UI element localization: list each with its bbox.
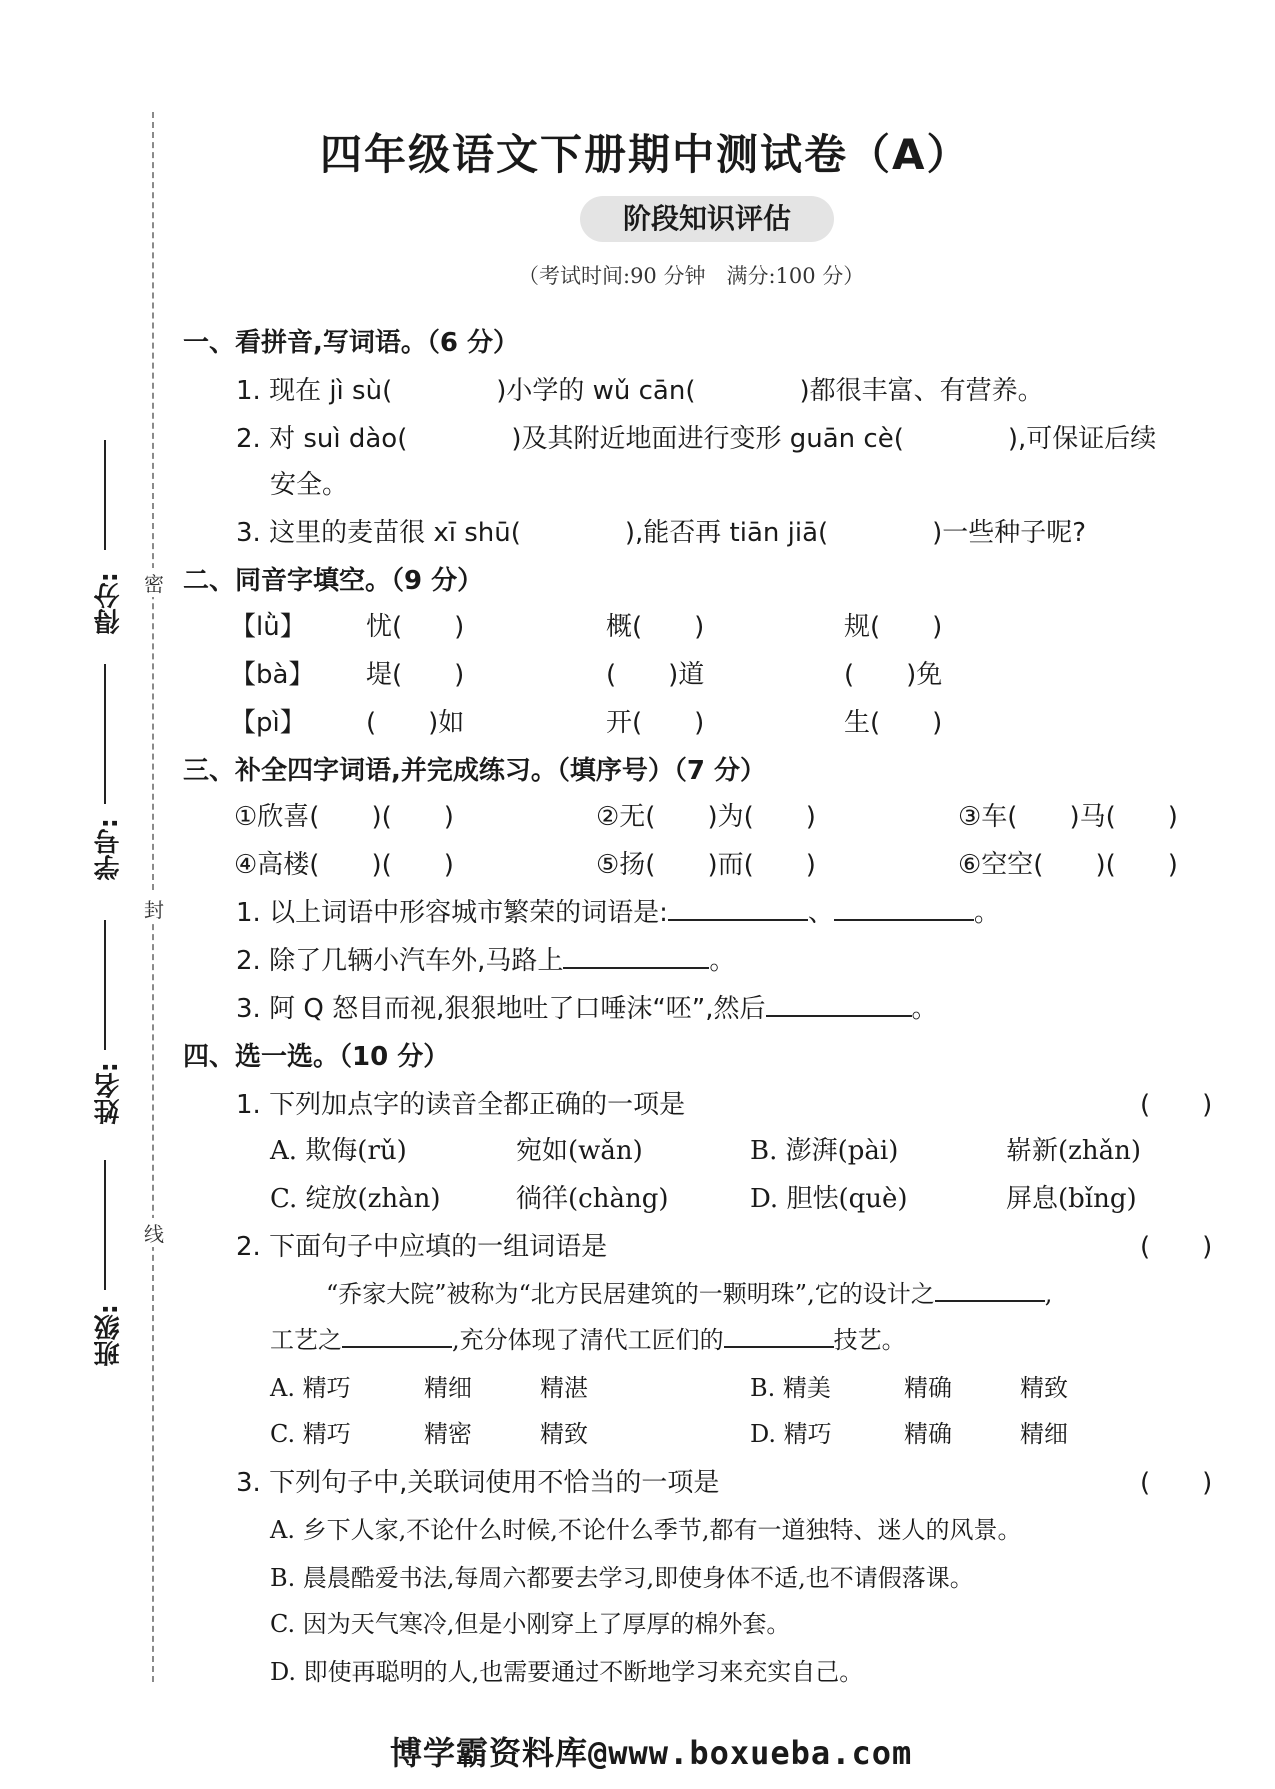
seal-char-feng: 封 — [144, 894, 164, 923]
s2-blank: 忧( ) — [366, 612, 465, 642]
s3-idiom-6: ⑥空空( )( ) — [958, 850, 1178, 880]
footer-watermark: 博学霸资料库@www.boxueba.com — [390, 1734, 913, 1772]
s2-blank: ( )免 — [844, 660, 943, 690]
s4-q3-option-b: B. 晨晨酷爱书法,每周六都要去学习,即使身体不适,也不请假落课。 — [270, 1564, 974, 1592]
class-label: 班级: — [94, 1304, 124, 1367]
s3-q2-end: 。 — [709, 946, 736, 976]
s4-q2-passage-line-2 — [270, 1320, 906, 1355]
s1-question-2-cont: 安全。 — [270, 470, 349, 500]
s3-q1-sep: 、 — [807, 898, 834, 928]
s3-idiom-2: ②无( )为( ) — [596, 802, 816, 832]
section-4-heading: 四、选一选。（10 分） — [183, 1042, 450, 1072]
s2-pinyin-3: 【pì】 — [230, 708, 306, 738]
s2-pinyin-2: 【bà】 — [230, 660, 315, 690]
score-label: 得分: — [94, 572, 124, 635]
s4-q2-option-b3: 精致 — [1020, 1374, 1068, 1402]
s4-q2-passage-b2: ,充分体现了清代工匠们的 — [452, 1326, 724, 1354]
s2-blank: 规( ) — [844, 612, 943, 642]
s2-pinyin-1: 【lǜ】 — [230, 612, 306, 642]
s4-q2-option-b: B. 精美 — [750, 1374, 831, 1402]
answer-blank[interactable] — [342, 1320, 452, 1348]
answer-blank[interactable] — [563, 941, 709, 969]
s4-q2-option-a3: 精湛 — [540, 1374, 588, 1402]
s4-q1-option-b1: B. 澎湃(pài) — [750, 1136, 899, 1166]
s2-blank: ( )如 — [366, 708, 465, 738]
s4-q2-option-c2: 精密 — [424, 1420, 472, 1448]
answer-blank[interactable] — [935, 1274, 1045, 1302]
subtitle-badge: 阶段知识评估 — [580, 196, 834, 242]
s4-q3-answer-paren[interactable]: ( ) — [1140, 1468, 1213, 1498]
s4-question-2: 2. 下面句子中应填的一组词语是 — [236, 1232, 608, 1262]
s3-question-2 — [236, 940, 735, 977]
s4-q2-passage-line-1 — [326, 1274, 1052, 1309]
id-line — [104, 664, 106, 804]
s4-q2-option-c3: 精致 — [540, 1420, 588, 1448]
s1-question-2: 2. 对 suì dào( )及其附近地面进行变形 guān cè( ),可保证后续 — [236, 424, 1157, 454]
s2-blank: 概( ) — [606, 612, 705, 642]
section-1-heading: 一、看拼音,写词语。（6 分） — [183, 328, 520, 358]
s3-idiom-4: ④高楼( )( ) — [234, 850, 454, 880]
s3-q1-text: 1. 以上词语中形容城市繁荣的词语是: — [236, 898, 668, 928]
seal-char-mi: 密 — [144, 568, 164, 597]
s4-q2-option-d: D. 精巧 — [750, 1420, 832, 1448]
answer-blank[interactable] — [834, 893, 974, 921]
s1-question-3: 3. 这里的麦苗很 xī shū( ),能否再 tiān jiā( )一些种子呢? — [236, 518, 1087, 548]
seal-char-xian: 线 — [144, 1218, 164, 1247]
answer-blank[interactable] — [724, 1320, 834, 1348]
s4-q1-option-d2: 屏息(bǐng) — [1006, 1184, 1137, 1214]
s3-q3-text: 3. 阿 Q 怒目而视,狠狠地吐了口唾沫“呸”,然后 — [236, 994, 766, 1024]
s4-q3-option-d: D. 即使再聪明的人,也需要通过不断地学习来充实自己。 — [270, 1658, 864, 1686]
s4-q2-option-a: A. 精巧 — [270, 1374, 351, 1402]
s4-q3-option-c: C. 因为天气寒冷,但是小刚穿上了厚厚的棉外套。 — [270, 1610, 791, 1638]
answer-blank[interactable] — [766, 989, 912, 1017]
s2-blank: 开( ) — [606, 708, 705, 738]
s4-q1-answer-paren[interactable]: ( ) — [1140, 1090, 1213, 1120]
s4-q2-passage-a: “乔家大院”被称为“北方民居建筑的一颗明珠”,它的设计之 — [326, 1280, 935, 1308]
section-2-heading: 二、同音字填空。（9 分） — [183, 566, 484, 596]
s4-q1-option-c2: 徜徉(chàng) — [516, 1184, 669, 1214]
name-line — [104, 920, 106, 1050]
s4-q2-option-d3: 精细 — [1020, 1420, 1068, 1448]
s4-question-3: 3. 下列句子中,关联词使用不恰当的一项是 — [236, 1468, 720, 1498]
s4-q2-passage-a-end: , — [1044, 1280, 1053, 1308]
s4-q2-option-b2: 精确 — [904, 1374, 952, 1402]
class-line — [104, 1160, 106, 1290]
s3-q2-text: 2. 除了几辆小汽车外,马路上 — [236, 946, 564, 976]
s3-idiom-1: ①欣喜( )( ) — [234, 802, 454, 832]
s4-q1-option-d1: D. 胆怯(què) — [750, 1184, 908, 1214]
s2-blank: ( )道 — [606, 660, 705, 690]
s3-idiom-3: ③车( )马( ) — [958, 802, 1178, 832]
s1-question-1: 1. 现在 jì sù( )小学的 wǔ cān( )都很丰富、有营养。 — [236, 376, 1044, 406]
name-label: 姓名: — [94, 1062, 124, 1125]
answer-blank[interactable] — [668, 893, 808, 921]
s4-q2-option-a2: 精细 — [424, 1374, 472, 1402]
exam-info: （考试时间:90 分钟 满分:100 分） — [518, 264, 865, 288]
id-label: 学号: — [94, 818, 124, 881]
s4-q1-option-b2: 崭新(zhǎn) — [1006, 1136, 1141, 1166]
page-title: 四年级语文下册期中测试卷（A） — [320, 130, 971, 179]
s3-q3-end: 。 — [911, 994, 938, 1024]
s4-q2-answer-paren[interactable]: ( ) — [1140, 1232, 1213, 1262]
score-line — [104, 440, 106, 550]
s2-blank: 生( ) — [844, 708, 943, 738]
s3-question-3 — [236, 988, 938, 1025]
s4-q1-option-a2: 宛如(wǎn) — [516, 1136, 643, 1166]
s3-question-1 — [236, 892, 1000, 929]
s4-question-1: 1. 下列加点字的读音全都正确的一项是 — [236, 1090, 686, 1120]
s2-blank: 堤( ) — [366, 660, 465, 690]
section-3-heading: 三、补全四字词语,并完成练习。（填序号）（7 分） — [183, 756, 767, 786]
s3-q1-end: 。 — [973, 898, 1000, 928]
s4-q1-option-a1: A. 欺侮(rǔ) — [270, 1136, 407, 1166]
s4-q3-option-a: A. 乡下人家,不论什么时候,不论什么季节,都有一道独特、迷人的风景。 — [270, 1516, 1022, 1544]
s4-q2-passage-b3: 技艺。 — [833, 1326, 906, 1354]
s4-q2-option-c: C. 精巧 — [270, 1420, 351, 1448]
s4-q2-passage-b1: 工艺之 — [270, 1326, 342, 1354]
s3-idiom-5: ⑤扬( )而( ) — [596, 850, 816, 880]
s4-q1-option-c1: C. 绽放(zhàn) — [270, 1184, 441, 1214]
s4-q2-option-d2: 精确 — [904, 1420, 952, 1448]
